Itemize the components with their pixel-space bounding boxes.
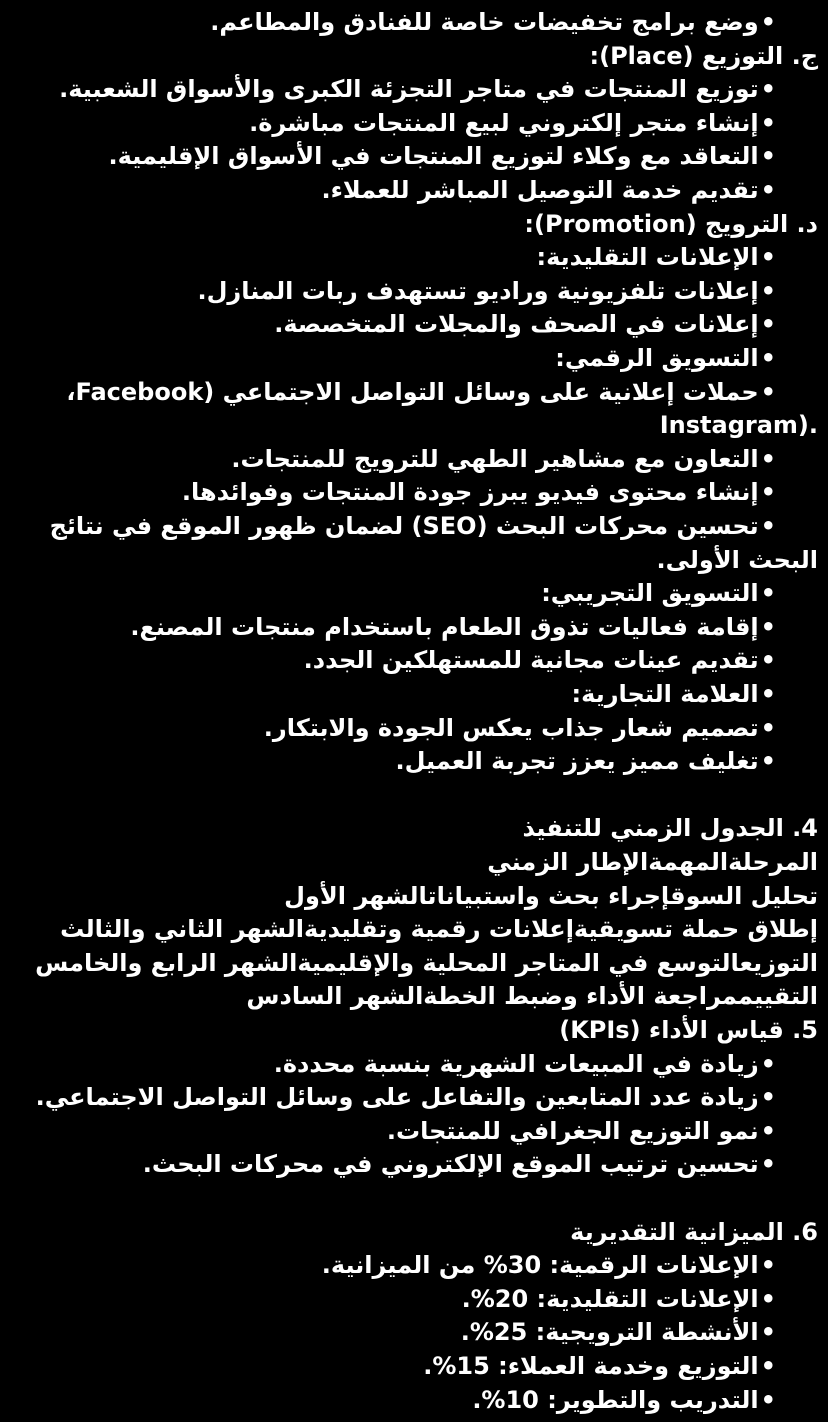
bullet-item: • التدريب والتطوير: 10%. (8, 1384, 776, 1417)
text-line: 5. قياس الأداء (KPIs) (559, 1016, 818, 1044)
bullet-item: • إنشاء محتوى فيديو يبرز جودة المنتجات وفوائدها. (8, 476, 776, 509)
bullet-item: • حملات إعلانية على وسائل التواصل الاجتماعي (Facebook، (8, 376, 776, 409)
text-line: تحليل السوقإجراء بحث واستبياناتالشهر الأول (284, 881, 818, 910)
bullet-item: • وضع برامج تخفيضات خاصة للفنادق والمطاعم. (8, 6, 776, 39)
bullet-item: • التسويق الرقمي: (8, 342, 776, 375)
text-line: د. الترويج (Promotion): (524, 209, 818, 238)
bullet-item: • التعاقد مع وكلاء لتوزيع المنتجات في الأسواق الإقليمية. (8, 140, 776, 173)
bullet-item: • إعلانات تلفزيونية وراديو تستهدف ربات المنازل. (8, 275, 776, 308)
bullet-item: • زيادة عدد المتابعين والتفاعل على وسائل التواصل الاجتماعي. (8, 1081, 776, 1114)
text-line: التقييممراجعة الأداء وضبط الخطةالشهر السادس (246, 982, 818, 1011)
text-line: 4. الجدول الزمني للتنفيذ (522, 814, 818, 843)
text-line: البحث الأولى. (656, 545, 818, 574)
bullet-item: • العلامة التجارية: (8, 678, 776, 711)
bullet-item: • تحسين محركات البحث (SEO) لضمان ظهور الموقع في نتائج (8, 510, 776, 543)
text-line: إطلاق حملة تسويقيةإعلانات رقمية وتقليديةالشهر الثاني والثالث (60, 915, 818, 944)
text-line: ج. التوزيع (Place): (589, 41, 818, 70)
bullet-item: • التوزيع وخدمة العملاء: 15%. (8, 1350, 776, 1383)
bullet-item: • زيادة في المبيعات الشهرية بنسبة محددة. (8, 1048, 776, 1081)
bullet-item: • تغليف مميز يعزز تجربة العميل. (8, 745, 776, 778)
bullet-item: • نمو التوزيع الجغرافي للمنتجات. (8, 1115, 776, 1148)
bullet-item: • الإعلانات الرقمية: 30% من الميزانية. (8, 1249, 776, 1282)
bullet-item: • التسويق التجريبي: (8, 577, 776, 610)
bullet-item: • الإعلانات التقليدية: (8, 241, 776, 274)
bullet-item: • تقديم خدمة التوصيل المباشر للعملاء. (8, 174, 776, 207)
bullet-item: • تقديم عينات مجانية للمستهلكين الجدد. (8, 644, 776, 677)
bullet-item: • الأنشطة الترويجية: 25%. (8, 1316, 776, 1349)
text-line: المرحلةالمهمةالإطار الزمني (487, 848, 818, 876)
bullet-item: • إقامة فعاليات تذوق الطعام باستخدام منتجات المصنع. (8, 611, 776, 644)
text-line: التوزيعالتوسع في المتاجر المحلية والإقليميةالشهر الرابع والخامس (35, 948, 818, 977)
text-line: 6. الميزانية التقديرية (570, 1217, 818, 1246)
bullet-item: • توزيع المنتجات في متاجر التجزئة الكبرى والأسواق الشعبية. (8, 73, 776, 106)
bullet-item: • تحسين ترتيب الموقع الإلكتروني في محركات البحث. (8, 1148, 776, 1181)
bullet-item: • الإعلانات التقليدية: 20%. (8, 1283, 776, 1316)
bullet-item: • تصميم شعار جذاب يعكس الجودة والابتكار. (8, 712, 776, 745)
bullet-item: • إعلانات في الصحف والمجلات المتخصصة. (8, 308, 776, 341)
text-line: Instagram). (659, 411, 818, 440)
bullet-item: • إنشاء متجر إلكتروني لبيع المنتجات مباشرة. (8, 107, 776, 140)
bullet-item: • التعاون مع مشاهير الطهي للترويج للمنتجات. (8, 443, 776, 476)
